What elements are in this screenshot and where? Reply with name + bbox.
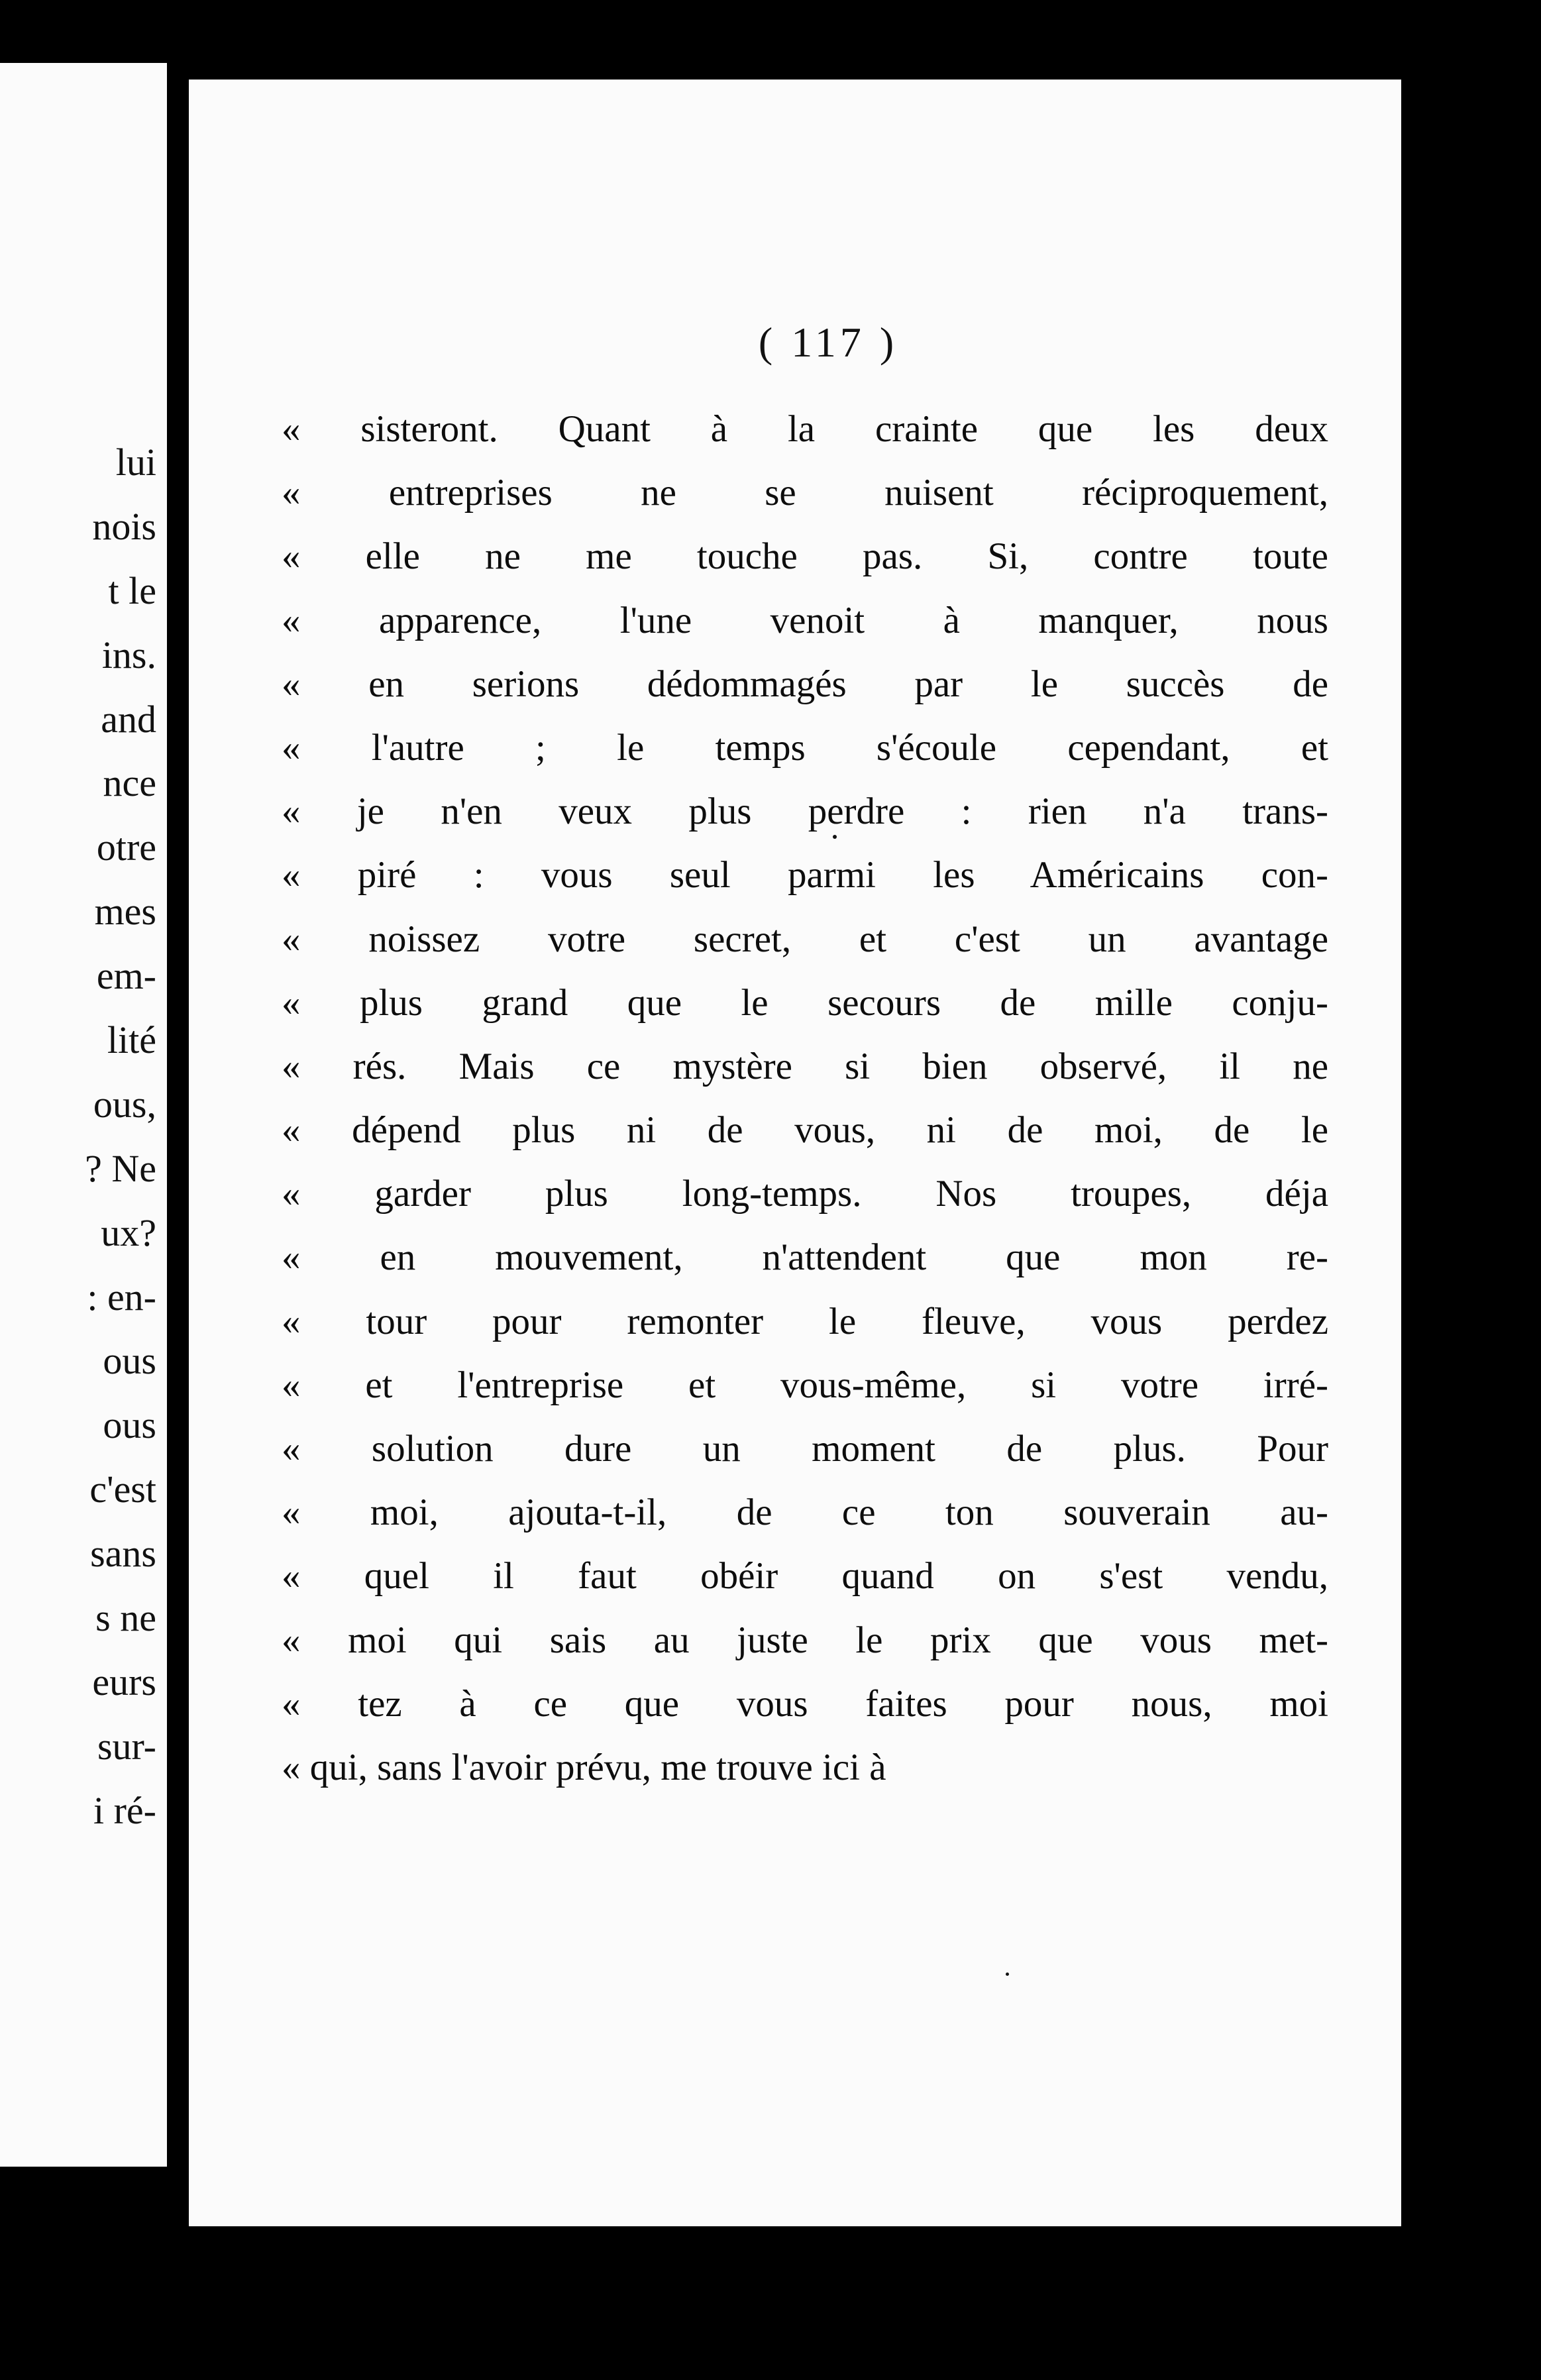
text-line: « moi qui sais au juste le prix que vous met- <box>282 1619 1328 1661</box>
left-line: mes <box>94 890 156 934</box>
left-line: ous <box>103 1339 156 1383</box>
left-line: s ne <box>95 1596 156 1640</box>
text-line: « tez à ce que vous faites pour nous, moi <box>282 1682 1328 1725</box>
text-line: « moi, ajouta-t-il, de ce ton souverain au- <box>282 1491 1328 1534</box>
left-page-text <box>85 431 156 1843</box>
left-line: eurs <box>92 1660 156 1704</box>
left-line: otre <box>96 826 156 869</box>
text-line: « je n'en veux plus perdre : rien n'a trans- <box>282 790 1328 833</box>
right-page <box>189 80 1401 2226</box>
left-line: ous <box>103 1403 156 1447</box>
text-line: « piré : vous seul parmi les Américains con- <box>282 854 1328 896</box>
left-line: and <box>101 697 156 741</box>
left-line: lui <box>115 441 156 484</box>
left-line: nce <box>103 761 156 805</box>
text-line: « dépend plus ni de vous, ni de moi, de le <box>282 1109 1328 1152</box>
paper-speck <box>833 835 837 839</box>
text-line: « garder plus long-temps. Nos troupes, déja <box>282 1173 1328 1215</box>
text-line: « en serions dédommagés par le succès de <box>282 663 1328 705</box>
left-line: t le <box>108 568 156 612</box>
text-line: « solution dure un moment de plus. Pour <box>282 1428 1328 1470</box>
text-line: « elle ne me touche pas. Si, contre toute <box>282 535 1328 578</box>
text-line: « et l'entreprise et vous-même, si votre irré- <box>282 1364 1328 1406</box>
text-line: « sisteront. Quant à la crainte que les deux <box>282 408 1328 450</box>
left-line: ous, <box>93 1082 156 1126</box>
text-line: « tour pour remonter le fleuve, vous perdez <box>282 1300 1328 1342</box>
text-line: « noissez votre secret, et c'est un avantage <box>282 918 1328 960</box>
left-line: ux? <box>101 1211 156 1254</box>
text-line: « quel il faut obéir quand on s'est vendu, <box>282 1555 1328 1597</box>
left-line: c'est <box>89 1468 156 1511</box>
left-line: em- <box>96 954 156 998</box>
left-line: sur- <box>97 1724 156 1768</box>
left-line: : en- <box>87 1275 156 1319</box>
left-line: nois <box>92 504 156 548</box>
left-line: sans <box>90 1532 156 1576</box>
text-line: « l'autre ; le temps s'écoule cependant, et <box>282 726 1328 769</box>
page-number: ( 117 ) <box>758 319 898 366</box>
text-line: « qui, sans l'avoir prévu, me trouve ici à <box>282 1746 886 1788</box>
text-line: « entreprises ne se nuisent réciproquement, <box>282 472 1328 514</box>
text-line: « rés. Mais ce mystère si bien observé, il ne <box>282 1045 1328 1087</box>
text-line: « plus grand que le secours de mille conju- <box>282 981 1328 1024</box>
left-line: lité <box>107 1018 156 1062</box>
left-line: i ré- <box>93 1788 156 1832</box>
left-page-fragment <box>0 63 167 2167</box>
left-line: ins. <box>101 633 156 676</box>
text-line: « apparence, l'une venoit à manquer, nous <box>282 599 1328 641</box>
body-text <box>282 398 1328 1800</box>
left-line: ? Ne <box>85 1146 156 1190</box>
paper-speck <box>1006 1973 1009 1976</box>
text-line: « en mouvement, n'attendent que mon re- <box>282 1236 1328 1279</box>
